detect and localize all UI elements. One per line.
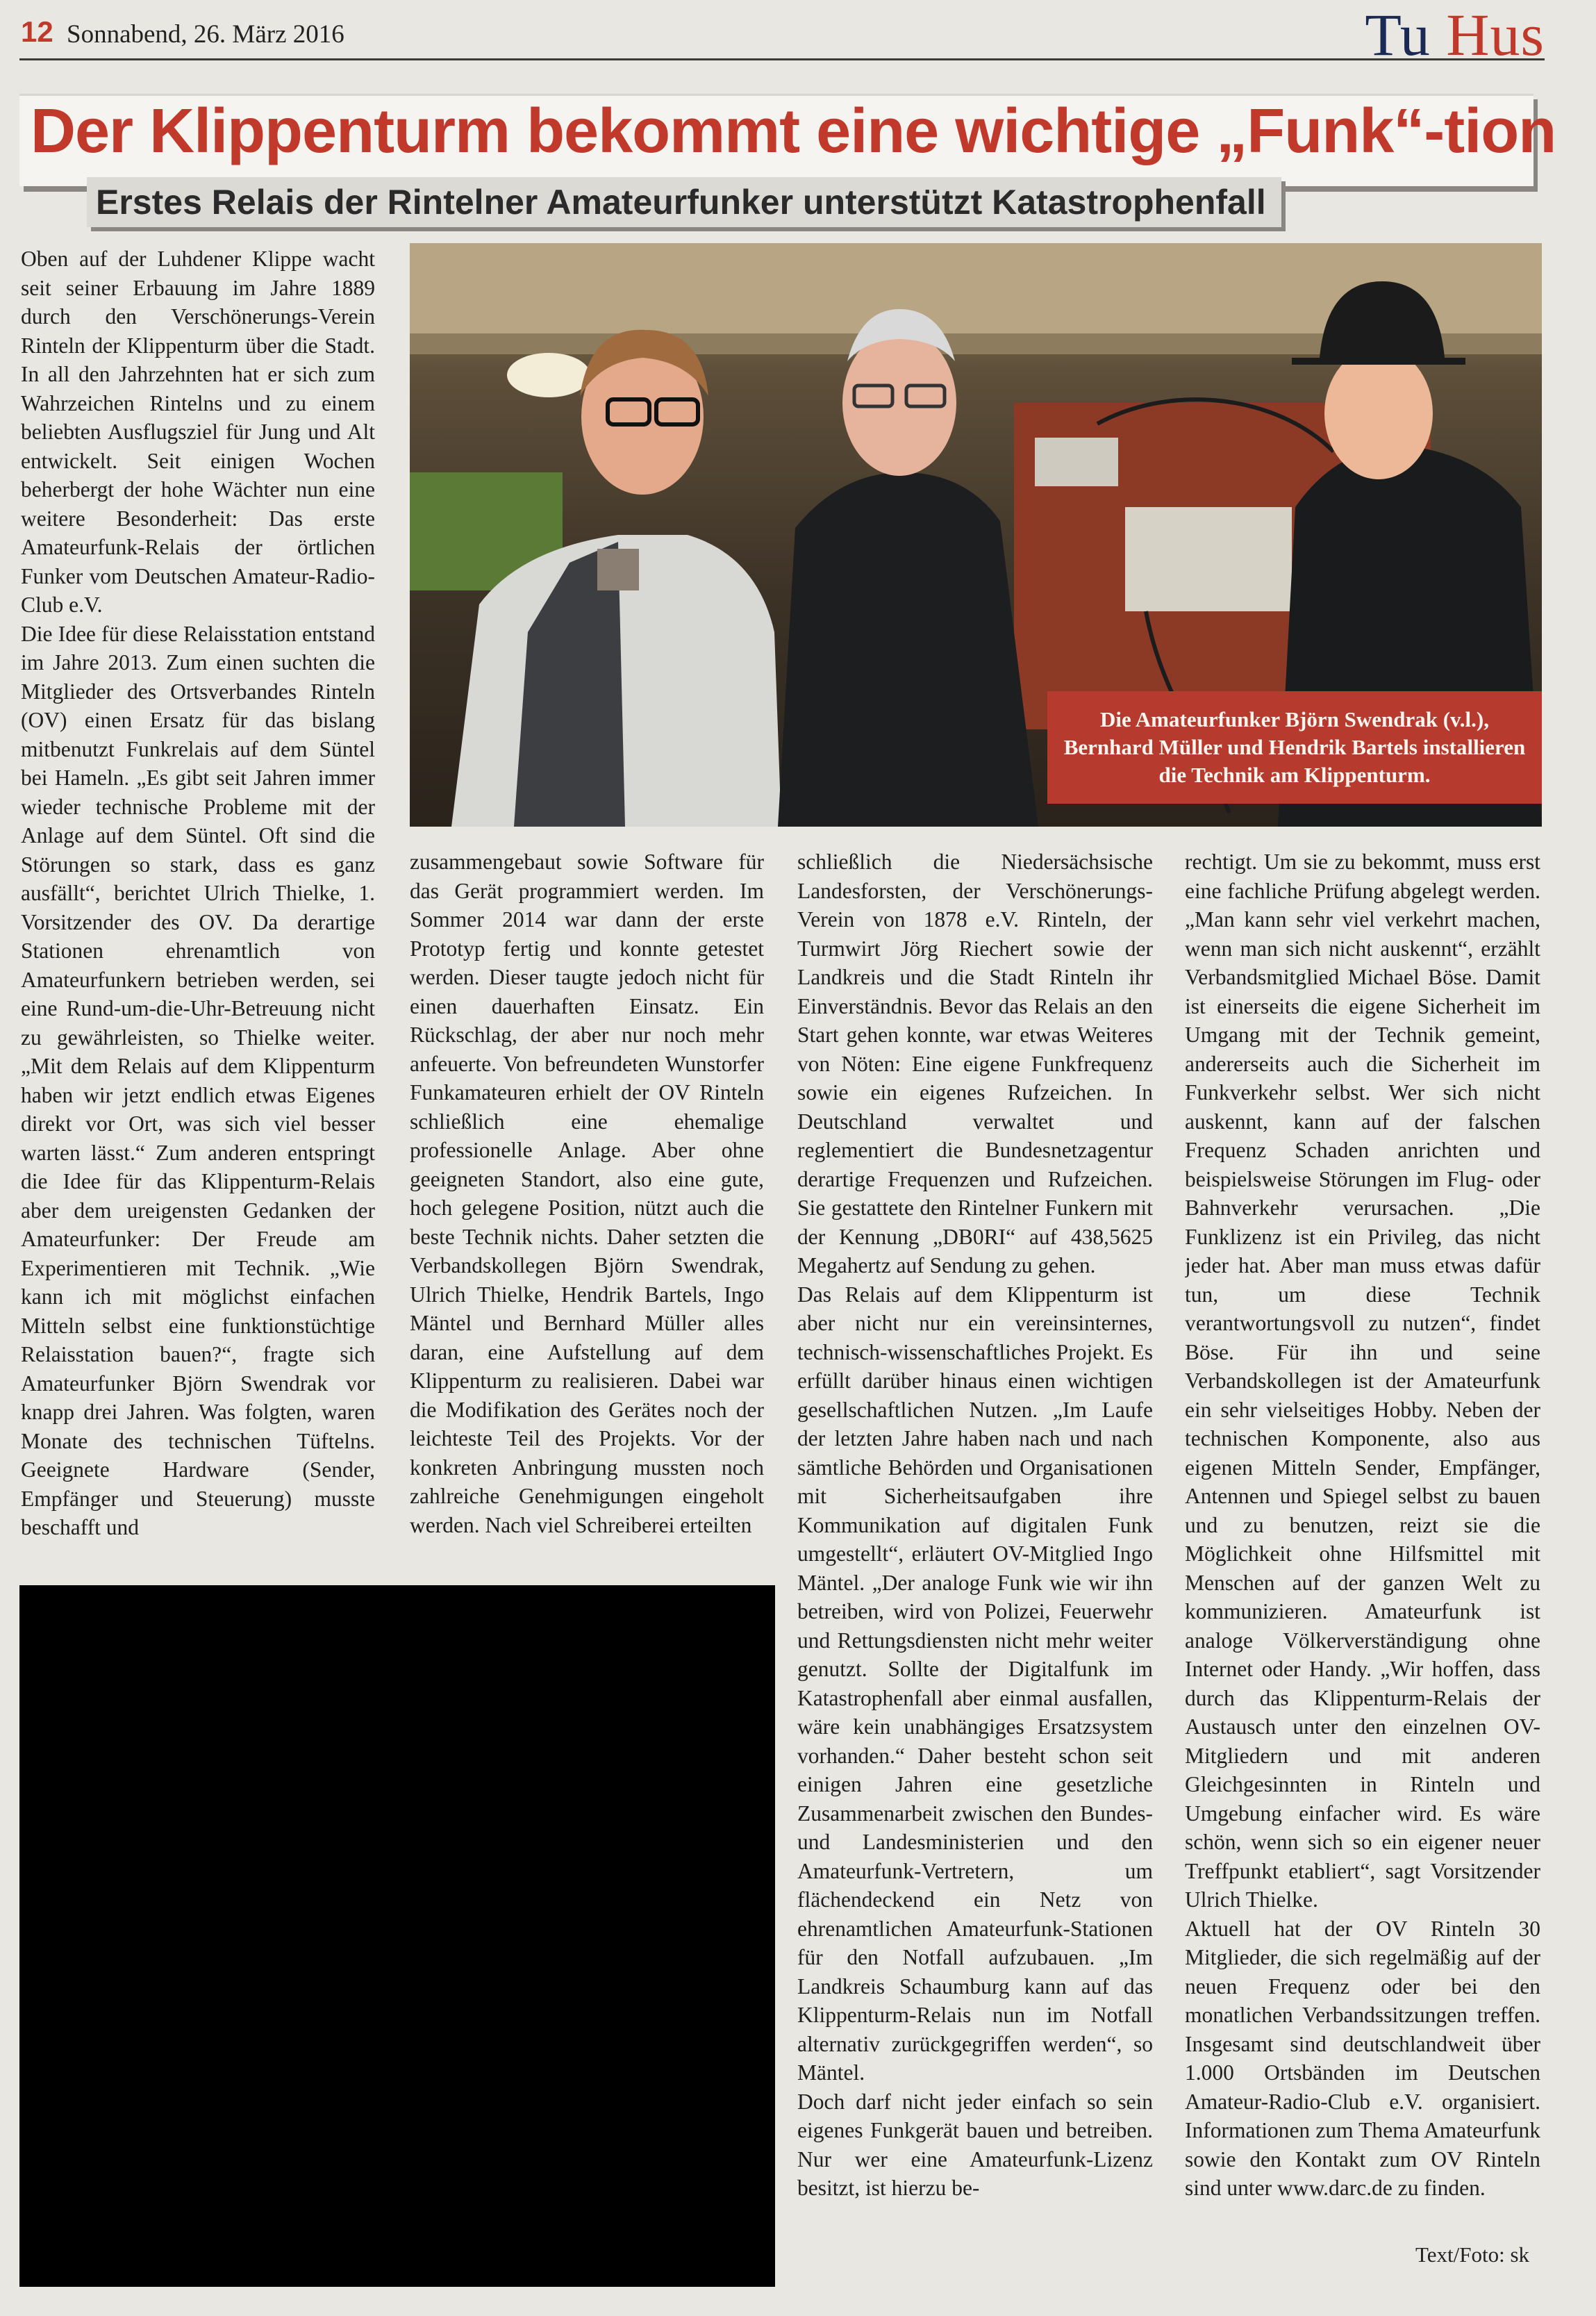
- section-name-part2: Hus: [1446, 1, 1545, 68]
- article-column-2: [410, 847, 764, 1568]
- photo-credit: Text/Foto: sk: [1415, 2242, 1530, 2267]
- headline: Der Klippenturm bekommt eine wichtige „Funk“-tion: [31, 97, 1556, 166]
- column-1-text: Oben auf der Luhdener Klippe wacht seit seiner Erbauung im Jahre 1889 durch den Verschönerungs-Verein Rinteln der Klippenturm über die Stadt. In all den Jahrzehnten hat er sich zum Wahrzeichen Rintelns und zu einem beliebten Ausflugsziel für Jung und Alt entwickelt. Seit einigen Wochen beherbergt der hohe Wächter nun eine weitere Besonderheit: Das erste Amateurfunk-Relais der örtlichen Funker vom Deutschen Amateur-Radio-Club e.V. Die Idee für diese Relaisstation entstand im Jahre 2013. Zum einen suchten die Mitglieder des Ortsverbandes Rinteln (OV) einen Ersatz für das bislang mitbenutzt Funkrelais auf dem Süntel bei Hameln. „Es gibt seit Jahren immer wieder technische Probleme mit der Anlage auf dem Süntel. Oft sind die Störungen so stark, dass es ganz ausfällt“, berichtet Ulrich Thielke, 1. Vorsitzender des OV. Da derartige Stationen ehrenamtlich von Amateurfunkern betrieben werden, sei eine Rund-um-die-Uhr-Betreuung nicht zu gewährleisten, so Thielke weiter. „Mit dem Relais auf dem Klippenturm haben wir jetzt endlich etwas Eigenes direkt vor Ort, was sich viel besser warten lässt.“ Zum anderen entspringt die Idee für das Klippenturm-Relais aber dem ureigensten Gedanken der Amateurfunker: Der Freude am Experimentieren mit Technik. „Wie kann ich mit möglichst einfachen Mitteln selbst eine funktionstüchtige Relaisstation bauen?“, fragte sich Amateurfunker Björn Swendrak vor knapp drei Jahren. Was folgten, waren Monate des technischen Tüftelns. Geeignete Hardware (Sender, Empfänger und Steuerung) musste beschafft und: [21, 247, 375, 1539]
- redacted-area: [19, 1585, 775, 2287]
- article-column-4: [1185, 847, 1540, 2237]
- subheadline: Erstes Relais der Rintelner Amateurfunker unterstützt Katastrophenfall: [96, 183, 1266, 222]
- article-column-3: [797, 847, 1153, 2273]
- section-name-part1: Tu: [1365, 1, 1431, 68]
- header-rule: [19, 58, 1545, 60]
- article-column-1: [21, 245, 375, 1568]
- photo-caption: Die Amateurfunker Björn Swendrak (v.l.), Bernhard Müller und Hendrik Bartels installieren die Technik am Klippenturm.: [1047, 691, 1542, 804]
- column-3-text: schließlich die Niedersächsische Landesforsten, der Verschönerungs-Verein von 1878 e.V. Rinteln, der Turmwirt Jörg Riechert sowie der Landkreis und die Stadt Rinteln ihr Einverständnis. Bevor das Relais an den Start gehen konnte, war etwas Weiteres von Nöten: Eine eigene Funkfrequenz sowie ein eigenes Rufzeichen. In Deutschland verwaltet und reglementiert die Bundesnetzagentur derartige Frequenzen und Rufzeichen. Sie gestattete den Rintelner Funkern mit der Kennung „DB0RI“ auf 438,5625 Megahertz auf Sendung zu gehen. Das Relais auf dem Klippenturm ist aber nicht nur ein vereinsinternes, technisch-wissenschaftliches Projekt. Es erfüllt darüber hinaus einen wichtigen gesellschaftlichen Nutzen. „Im Laufe der letzten Jahre haben nach und nach sämtliche Behörden und Organisationen mit Sicherheitsaufgaben ihre Kommunikation auf digitalen Funk umgestellt“, erläutert OV-Mitglied Ingo Mäntel. „Der analoge Funk wie wir ihn betreiben, wird von Polizei, Feuerwehr und Rettungsdiensten nicht mehr weiter genutzt. Sollte der Digitalfunk im Katastrophenfall aber einmal ausfallen, wäre kein unabhängiges Ersatzsystem vorhanden.“ Daher besteht schon seit einigen Jahren eine gesetzliche Zusammenarbeit zwischen den Bundes- und Landesministerien und den Amateurfunk-Vertretern, um flächendeckend ein Netz von ehrenamtlichen Amateurfunk-Stationen für den Notfall aufzubauen. „Im Landkreis Schaumburg kann auf das Klippenturm-Relais nun im Notfall alternativ zurückgegriffen werden“, so Mäntel. Doch darf nicht jeder einfach so sein eigenes Funkgerät bauen und betreiben. Nur wer eine Amateurfunk-Lizenz besitzt, ist hierzu be-: [797, 850, 1153, 2200]
- section-name: [1365, 0, 1545, 69]
- column-2-text: zusammengebaut sowie Software für das Gerät programmiert werden. Im Sommer 2014 war dann der erste Prototyp fertig und konnte getestet werden. Dieser taugte jedoch nicht für einen dauerhaften Einsatz. Ein Rückschlag, der aber nur noch mehr anfeuerte. Von befreundeten Wunstorfer Funkamateuren erhielt der OV Rinteln schließlich eine ehemalige professionelle Anlage. Aber ohne geeigneten Standort, also eine gute, hoch gelegene Position, nützt auch die beste Technik nichts. Daher setzten die Verbandskollegen Björn Swendrak, Ulrich Thielke, Hendrik Bartels, Ingo Mäntel und Bernhard Müller alles daran, eine Aufstellung auf dem Klippenturm zu realisieren. Dabei war die Modifikation des Gerätes noch der leichteste Teil des Projekts. Vor der konkreten Anbringung mussten noch zahlreiche Genehmigungen eingeholt werden. Nach viel Schreiberei erteilten: [410, 850, 764, 1537]
- page-number: 12: [21, 15, 53, 48]
- issue-date: Sonnabend, 26. März 2016: [67, 20, 344, 49]
- column-4-text: rechtigt. Um sie zu bekommt, muss erst eine fachliche Prüfung abgelegt werden. „Man kann sehr viel verkehrt machen, wenn man sich nicht auskennt“, erzählt Verbandsmitglied Michael Böse. Damit ist einerseits die eigene Sicherheit im Umgang mit der Technik gemeint, andererseits auch die Sicherheit im Funkverkehr selbst. Wer sich nicht auskennt, kann auf der falschen Frequenz Schaden anrichten und beispielsweise Störungen im Flug- oder Bahnverkehr verursachen. „Die Funklizenz ist ein Privileg, das nicht jeder hat. Aber man muss etwas dafür tun, um diese Technik verantwortungsvoll zu nutzen“, findet Böse. Für ihn und seine Verbandskollegen ist der Amateurfunk ein sehr vielseitiges Hobby. Neben der technischen Komponente, also aus eigenen Mitteln Sender, Empfänger, Antennen und Spiegel selbst zu bauen und zu benutzen, reizt sie die Möglichkeit ohne Hilfsmittel mit Menschen auf der ganzen Welt zu kommunizieren. Amateurfunk ist analoge Völkerverständigung ohne Internet oder Handy. „Wir hoffen, dass durch das Klippenturm-Relais der Austausch unter den einzelnen OV-Mitgliedern und mit anderen Gleichgesinnten in Rinteln und Umgebung einfacher wird. Es wäre schön, wenn sich so ein eigener neuer Treffpunkt etabliert“, sagt Vorsitzender Ulrich Thielke. Aktuell hat der OV Rinteln 30 Mitglieder, die sich regelmäßig auf der neuen Frequenz oder bei den monatlichen Verbandssitzungen treffen. Insgesamt sind deutschlandweit über 1.000 Ortsbänden im Deutschen Amateur-Radio-Club e.V. organisiert. Informationen zum Thema Amateurfunk sowie den Kontakt zum OV Rinteln sind unter www.darc.de zu finden.: [1185, 850, 1540, 2200]
